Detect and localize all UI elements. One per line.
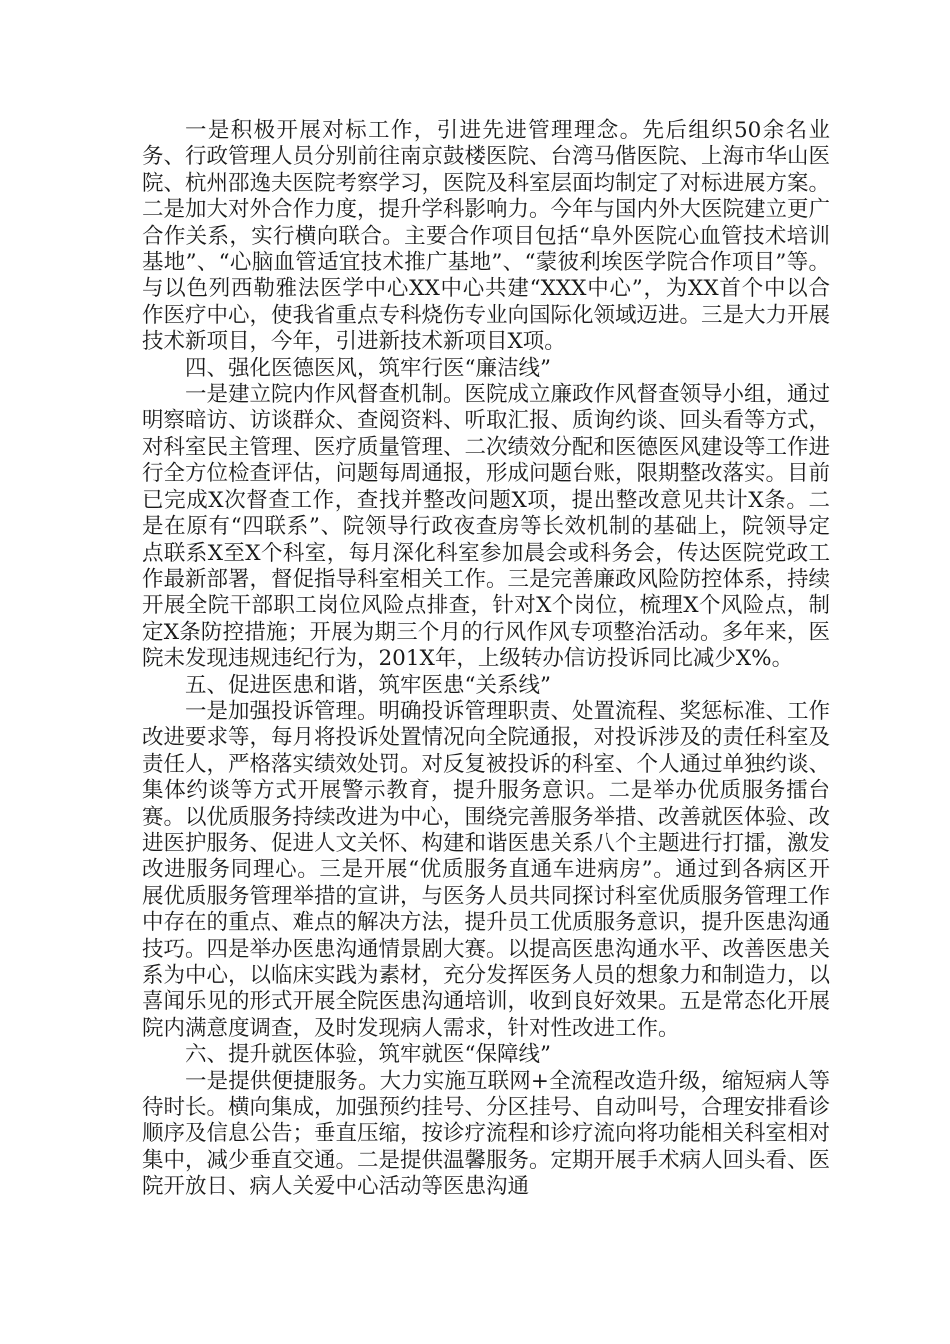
heading-section-4: 四、强化医德医风，筑牢行医“廉洁线”	[185, 355, 551, 381]
document-page	[142, 118, 830, 1201]
heading-section-6: 六、提升就医体验，筑牢就医“保障线”	[185, 1042, 551, 1068]
heading-section-5: 五、促进医患和谐，筑牢医患“关系线”	[185, 672, 551, 698]
paragraph-ethics: 一是建立院内作风督查机制。医院成立廉政作风督查领导小组，通过明察暗访、访谈群众、查阅资料、听取汇报、质询约谈、回头看等方式，对科室民主管理、医疗质量管理、二次绩效分配和医德医风建设等工作进行全方位检查评估，问题每周通报，形成问题台账，限期整改落实。目前已完成X次督查工作，查找并整改问题X项，提出整改意见共计X条。二是在原有“四联系”、院领导行政夜查房等长效机制的基础上，院领导定点联系X至X个科室，每月深化科室参加晨会或科务会，传达医院党政工作最新部署，督促指导科室相关工作。三是完善廉政风险防控体系，持续开展全院干部职工岗位风险点排查，针对X个岗位，梳理X个风险点，制定X条防控措施；开展为期三个月的行风作风专项整治活动。多年来，医院未发现违规违纪行为，201X年，上级转办信访投诉同比减少X%。	[142, 382, 831, 672]
paragraph-experience: 一是提供便捷服务。大力实施互联网+全流程改造升级，缩短病人等待时长。横向集成，加强预约挂号、分区挂号、自动叫号，合理安排看诊顺序及信息公告；垂直压缩，按诊疗流程和诊疗流向将功能相关科室相对集中，减少垂直交通。二是提供温馨服务。定期开展手术病人回头看、医院开放日、病人关爱中心活动等医患沟通	[142, 1068, 831, 1200]
paragraph-doctor-patient: 一是加强投诉管理。明确投诉管理职责、处置流程、奖惩标准、工作改进要求等，每月将投诉处置情况向全院通报，对投诉涉及的责任科室及责任人，严格落实绩效处罚。对反复被投诉的科室、个人通过单独约谈、集体约谈等方式开展警示教育，提升服务意识。二是举办优质服务擂台赛。以优质服务持续改进为中心，围绕完善服务举措、改善就医体验、改进医护服务、促进人文关怀、构建和谐医患关系八个主题进行打擂，激发改进服务同理心。三是开展“优质服务直通车进病房”。通过到各病区开展优质服务管理举措的宣讲，与医务人员共同探讨科室优质服务管理工作中存在的重点、难点的解决方法，提升员工优质服务意识，提升医患沟通技巧。四是举办医患沟通情景剧大赛。以提高医患沟通水平、改善医患关系为中心，以临床实践为素材，充分发挥医务人员的想象力和制造力，以喜闻乐见的形式开展全院医患沟通培训，收到良好效果。五是常态化开展院内满意度调查，及时发现病人需求，针对性改进工作。	[142, 698, 831, 1041]
paragraph-benchmarking: 一是积极开展对标工作，引进先进管理理念。先后组织50余名业务、行政管理人员分别前往南京鼓楼医院、台湾马偕医院、上海市华山医院、杭州邵逸夫医院考察学习，医院及科室层面均制定了对标进展方案。二是加大对外合作力度，提升学科影响力。今年与国内外大医院建立更广合作关系，实行横向联合。主要合作项目包括“阜外医院心血管技术培训基地”、“心脑血管适宜技术推广基地”、“蒙彼利埃医学院合作项目”等。与以色列西勒雅法医学中心XX中心共建“XXX中心”，为XX首个中以合作医疗中心，使我省重点专科烧伤专业向国际化领域迈进。三是大力开展技术新项目，今年，引进新技术新项目X项。	[142, 118, 831, 355]
